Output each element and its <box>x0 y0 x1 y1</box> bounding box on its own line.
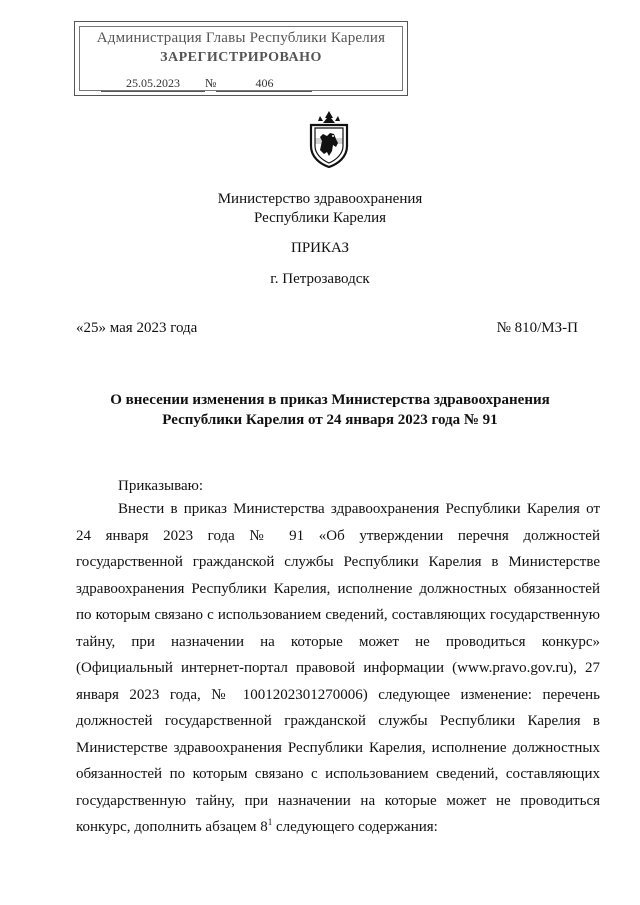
stamp-date: 25.05.2023 <box>101 76 205 92</box>
stamp-registration-line <box>101 76 312 92</box>
ministry-name <box>0 190 640 228</box>
ministry-line-1: Министерство здравоохранения <box>217 191 423 207</box>
order-number: № 810/МЗ-П <box>496 320 578 336</box>
body-superscript: 1 <box>267 817 273 827</box>
body-paragraph <box>76 496 600 841</box>
order-date: «25» мая 2023 года <box>76 320 198 336</box>
document-title <box>60 390 600 430</box>
registration-stamp <box>74 21 408 96</box>
body-paragraph-end: следующего содержания: <box>272 819 438 835</box>
stamp-number: 406 <box>216 76 312 92</box>
title-line-1: О внесении изменения в приказ Министерства здравоохранения <box>110 392 550 408</box>
city: г. Петрозаводск <box>270 271 370 287</box>
ministry-line-2: Республики Карелия <box>253 210 387 226</box>
opening-word: Приказываю: <box>118 478 203 494</box>
coat-of-arms-icon <box>306 110 352 168</box>
stamp-registered-label: ЗАРЕГИСТРИРОВАНО <box>160 50 322 65</box>
title-line-2: Республики Карелия от 24 января 2023 года № 91 <box>162 412 498 428</box>
body-paragraph-main: Внести в приказ Министерства здравоохранения Республики Карелия от 24 января 2023 года № 91 «Об утверждении перечня должностей государственной гражданской службы Республики Карелия в Министерстве здравоохранения Республики Карелия, исполнение должностных обязанностей по которым связано с использованием сведений, составляющих государственную тайну, при назначении на которые может не проводиться конкурс» (Официальный интернет-портал правовой информации (www.pravo.gov.ru), 27 января 2023 года, № 1001202301270006) следующее изменение: перечень должностей государственной гражданской службы Республики Карелия в Министерстве здравоохранения Республики Карелия, исполнение должностных обязанностей по которым связано с использованием сведений, составляющих государственную тайну, при назначении на которые может не проводиться конкурс, дополнить абзацем 8 <box>76 501 600 835</box>
stamp-number-label: № <box>205 76 217 90</box>
document-type: ПРИКАЗ <box>291 240 349 256</box>
stamp-authority: Администрация Главы Республики Карелия <box>96 30 386 46</box>
